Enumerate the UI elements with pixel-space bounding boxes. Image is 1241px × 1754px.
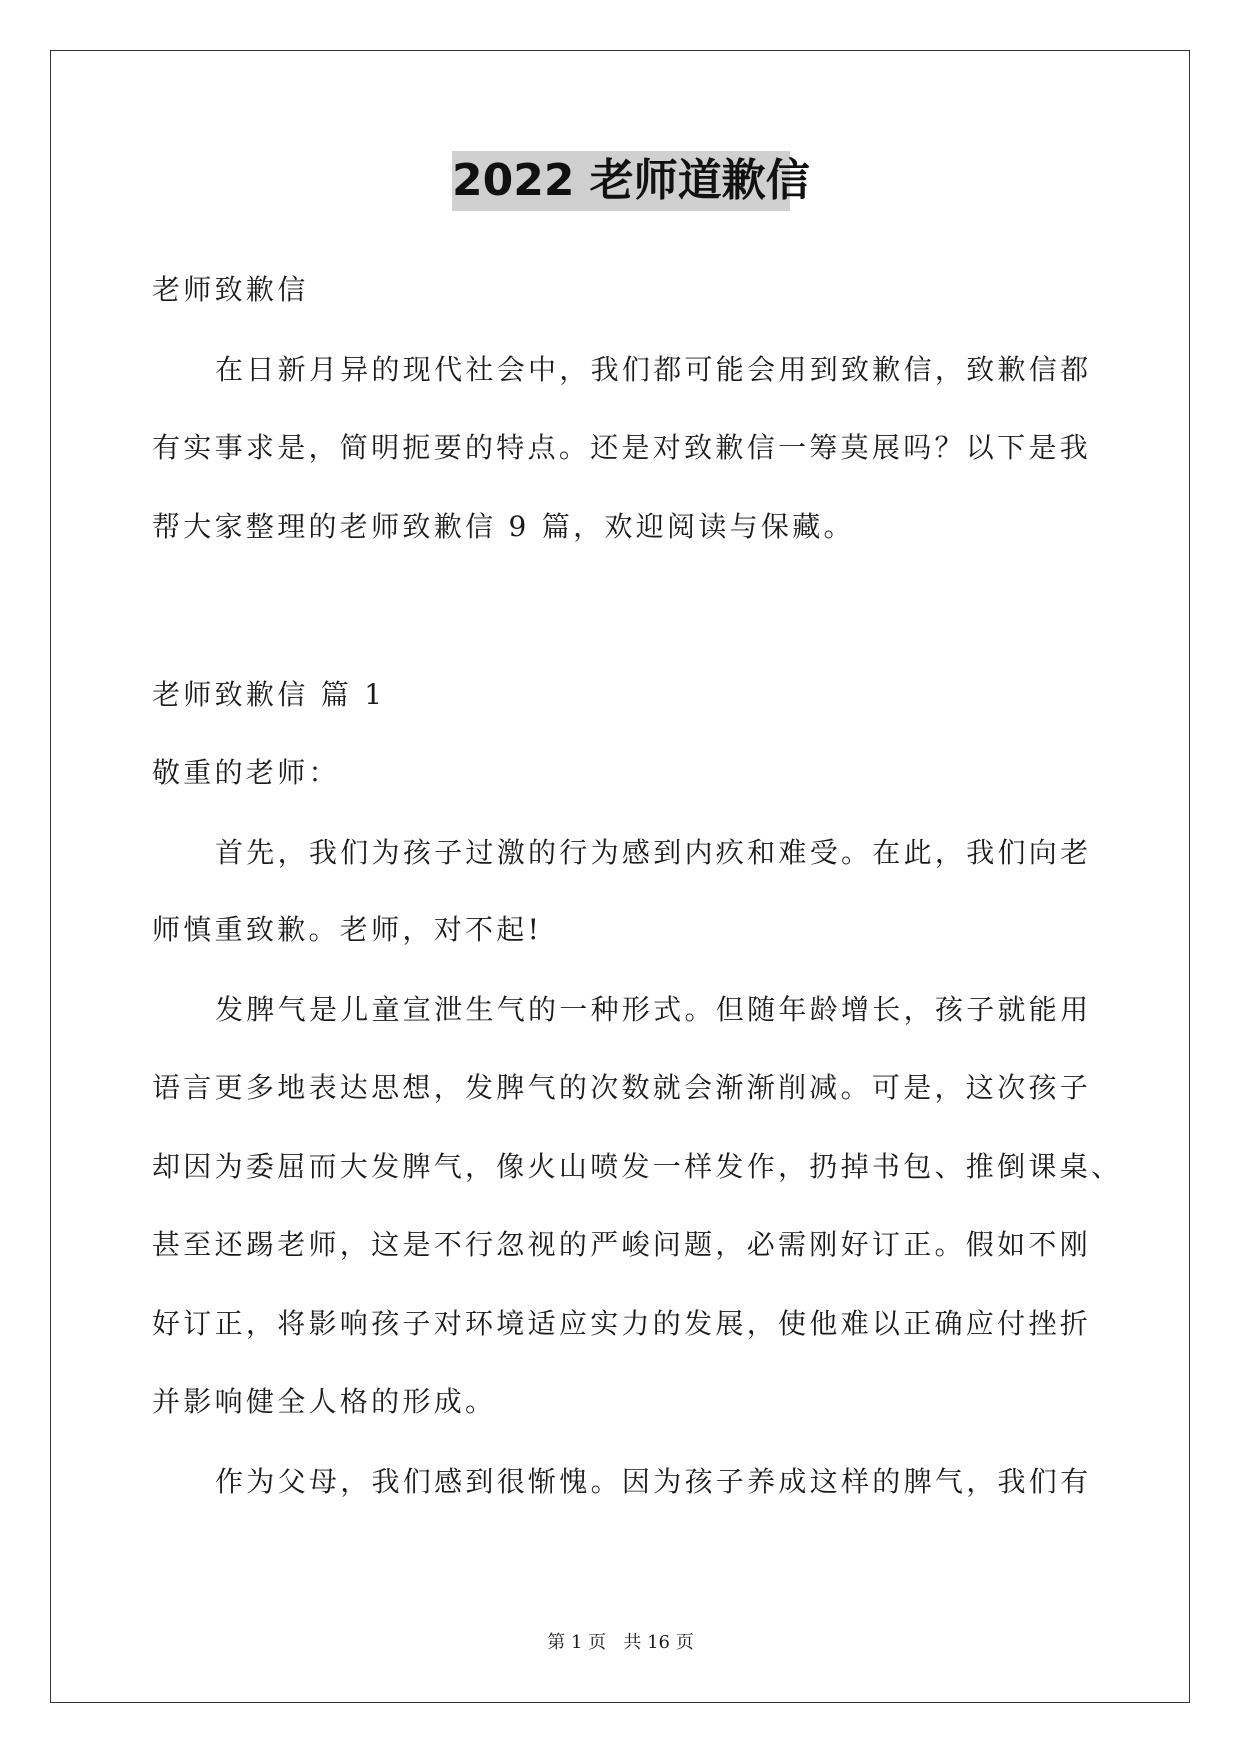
paragraph-line: 甚至还踢老师，这是不行忽视的严峻问题，必需刚好订正。假如不刚 bbox=[152, 1228, 1092, 1261]
paragraph-line: 帮大家整理的老师致歉信 9 篇，欢迎阅读与保藏。 bbox=[152, 510, 855, 543]
paragraph-line: 并影响健全人格的形成。 bbox=[152, 1385, 497, 1418]
paragraph-line: 有实事求是，简明扼要的特点。还是对致歉信一筹莫展吗？以下是我 bbox=[152, 431, 1092, 464]
salutation: 敬重的老师： bbox=[152, 756, 340, 789]
paragraph-line: 发脾气是儿童宣泄生气的一种形式。但随年龄增长，孩子就能用 bbox=[215, 993, 1092, 1026]
paragraph-line: 在日新月异的现代社会中，我们都可能会用到致歉信，致歉信都 bbox=[215, 353, 1092, 386]
document-title: 2022 老师道歉信 bbox=[452, 151, 790, 211]
paragraph-line: 作为父母，我们感到很惭愧。因为孩子养成这样的脾气，我们有 bbox=[215, 1465, 1092, 1498]
paragraph-line: 好订正，将影响孩子对环境适应实力的发展，使他难以正确应付挫折 bbox=[152, 1307, 1092, 1340]
section-heading: 老师致歉信 篇 1 bbox=[152, 678, 386, 711]
heading-letter: 老师致歉信 bbox=[152, 273, 309, 306]
paragraph-line: 首先，我们为孩子过激的行为感到内疚和难受。在此，我们向老 bbox=[215, 836, 1092, 869]
paragraph-line: 师慎重致歉。老师，对不起! bbox=[152, 913, 543, 946]
paragraph-line: 语言更多地表达思想，发脾气的次数就会渐渐削减。可是，这次孩子 bbox=[152, 1071, 1092, 1104]
paragraph-line: 却因为委屈而大发脾气，像火山喷发一样发作，扔掉书包、推倒课桌、 bbox=[152, 1150, 1123, 1183]
page-footer: 第 1 页 共 16 页 bbox=[547, 1632, 694, 1653]
